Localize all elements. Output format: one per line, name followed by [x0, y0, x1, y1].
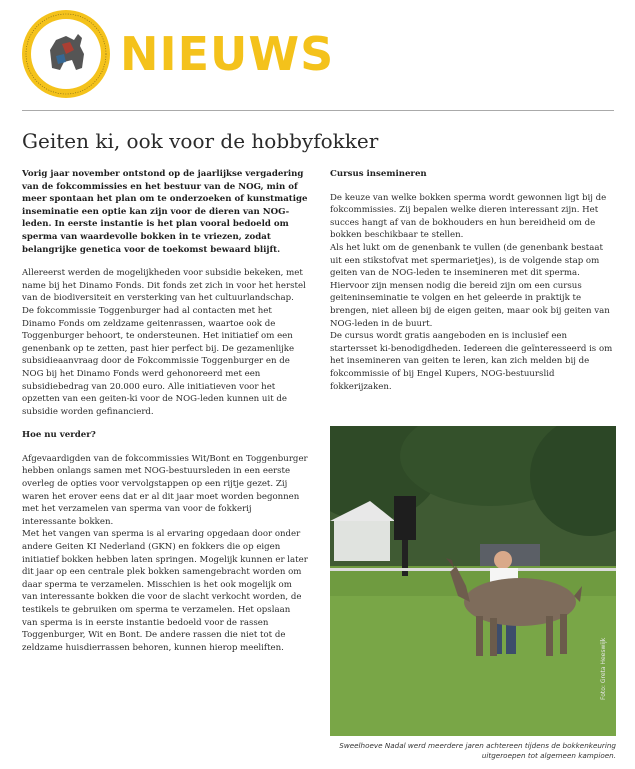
paragraph-sperma-vangen: Met het vangen van sperma is al ervaring opgedaan door onder andere Geiten KI Nederland (GKN) en fokkers die op eigen initiatief bokken hebben laten springen. Mogelijk kunnen er later dit jaar op een centrale plek bokken samengebracht worden om daar sperma te verzamelen. Misschien is het ook mogelijk om van interessante bokken die voor de slacht verkocht worden, de testikels te gebruiken om sperma te verzamelen. Het opslaan van sperma is in eerste instantie bedoeld voor de rassen Toggenburger, Wit en Bont. De andere rassen die niet tot de zeldzame huisdierrassen behoren, kunnen hierop meeliften.	[22, 529, 308, 653]
photo-caption	[330, 741, 616, 761]
paragraph-subsidie: Allereerst werden de mogelijkheden voor subsidie bekeken, met name bij het Dinamo Fonds. Dit fonds zet zich in voor het herstel van de biodiversiteit en versterking van het cultuurlandschap. De fokcommissie Toggenburger had al contacten met het Dinamo Fonds om zeldzame geitenrassen, waartoe ook de Toggenburger behoort, te ondersteunen. Het initiatief om een genenbank op te zetten, past hier perfect bij. De gezamenlijke subsidieaanvraag door de Fokcommissie Toggenburger en de NOG bij het Dinamo Fonds werd gehonoreerd met een subsidiebedrag van 20.000 euro. Alle initiatieven voor het opzetten van een geiten-ki voor de NOG-leden kunnen uit de subsidie worden gefinancierd.	[22, 268, 306, 417]
nog-goat-logo-icon	[22, 10, 110, 98]
paragraph-cursus: De cursus wordt gratis aangeboden en is inclusief een startersset ki-benodigdheden. Iedereen die geïnteresseerd is om het insemineren van geiten te leren, kan zich melden bij de fokcommissie of bij Engel Kupers, NOG-bestuurslid fokkerijzaken.	[330, 331, 613, 392]
section-title: NIEUWS	[120, 27, 335, 81]
header-divider	[22, 110, 614, 111]
right-column	[330, 168, 616, 404]
paragraph-genenbank: Als het lukt om de genenbank te vullen (de genenbank bestaat uit een stikstofvat met spermarietjes), is de volgende stap om geiten van de NOG-leden te insemineren met dit sperma. Hiervoor zijn mensen nodig die bereid zijn om een cursus geiteninseminatie te volgen en het geleerde in praktijk te brengen, niet alleen bij de eigen geiten, maar ook bij geiten van NOG-leden in de buurt.	[330, 242, 610, 329]
article-lead: Vorig jaar november ontstond op de jaarlijkse vergadering van de fokcommissies en het bestuur van de NOG, min of meer spontaan het plan om te onderzoeken of kunstmatige inseminatie een optie kan zijn voor de dieren van NOG-leden. In eerste instantie is het plan vooral bedoeld om sperma van waardevolle bokken in te vriezen, zodat belangrijke genetica voor de toekomst bewaard blijft.	[22, 169, 308, 255]
paragraph-keuze: De keuze van welke bokken sperma wordt gewonnen ligt bij de fokcommissies. Zij bepalen welke dieren interessant zijn. Het succes hangt af van de bokhouders en hun bereidheid om de bokken beschikbaar te stellen.	[330, 192, 607, 241]
article-title: Geiten ki, ook voor de hobbyfokker	[22, 129, 379, 153]
goat-show-photo	[330, 426, 616, 736]
left-column	[22, 168, 308, 665]
heading-cursus-insemineren: Cursus insemineren	[330, 169, 427, 179]
heading-hoe-nu-verder: Hoe nu verder?	[22, 430, 96, 441]
caption-line-2: uitgeroepen tot algemeen kampioen.	[481, 751, 616, 760]
photo-credit: Foto: Greta Heeswijk	[600, 637, 607, 700]
page-header	[22, 10, 622, 102]
caption-line-1: Sweelhoeve Nadal werd meerdere jaren achtereen tijdens de bokkenkeuring	[339, 741, 616, 750]
paragraph-overleg: Afgevaardigden van de fokcommissies Wit/Bont en Toggenburger hebben onlangs samen met NOG-bestuursleden in een eerste overleg de opties voor vervolgstappen op een rijtje gezet. Zij waren het erover eens dat er al dit jaar moet worden begonnen met het verzamelen van sperma van voor de fokkerij interessante bokken.	[22, 453, 308, 527]
